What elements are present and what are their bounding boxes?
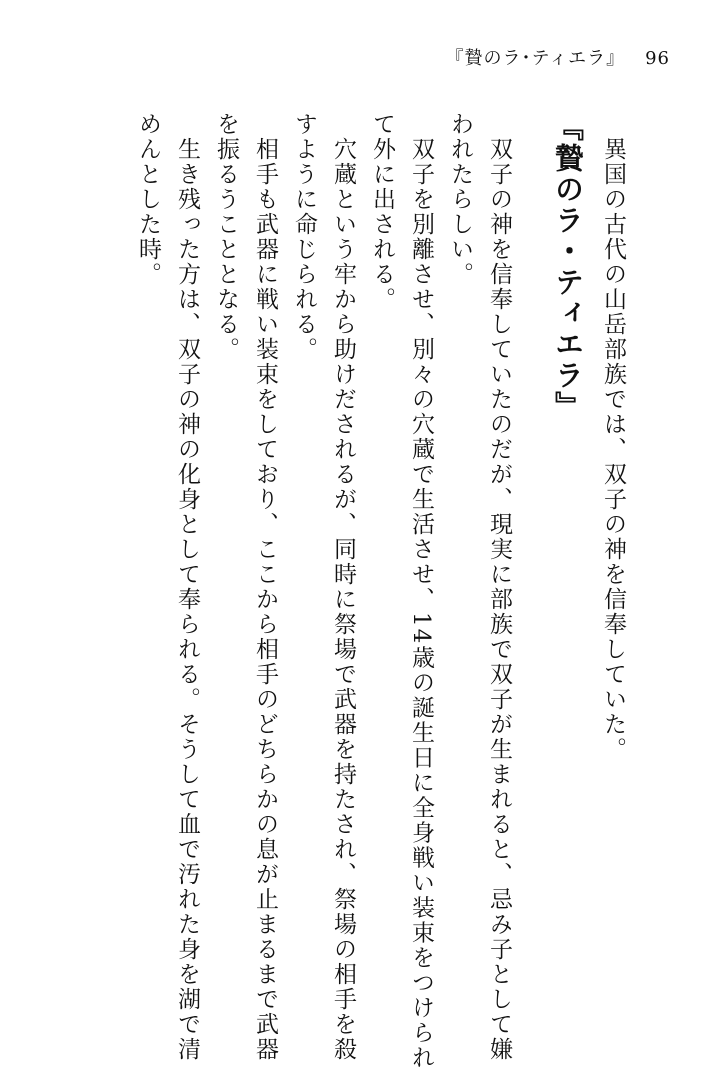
text-line: 相手も武器に戦い装束をしており、ここから相手のどちらかの息が止まるまで武器 xyxy=(252,112,278,1062)
running-header xyxy=(446,44,670,70)
vertical-body-text xyxy=(128,112,632,1070)
section-title: 『贄のラ・ティエラ』 xyxy=(551,112,585,422)
page-number: 96 xyxy=(645,48,670,69)
text-line: 双子の神を信奉していたのだが、現実に部族で双子が生まれると、忌み子として嫌 xyxy=(486,112,512,1062)
text-line: すように命じられる。 xyxy=(291,112,317,362)
text-line: われたらしい。 xyxy=(447,112,473,287)
text-line: 双子を別離させ、別々の穴蔵で生活させ、14歳の誕生日に全身戦い装束をつけられ xyxy=(408,112,434,1070)
text-line: 生き残った方は、双子の神の化身として奉られる。そうして血で汚れた身を湖で清 xyxy=(174,112,200,1062)
text-line: 異国の古代の山岳部族では、双子の神を信奉していた。 xyxy=(600,112,626,762)
text-line: めんとした時。 xyxy=(135,112,161,287)
running-title: 『贄のラ･ティエラ』 xyxy=(445,48,626,69)
text-line: て外に出される。 xyxy=(369,112,395,312)
text-line: 穴蔵という牢から助けだされるが、同時に祭場で武器を持たされ、祭場の相手を殺 xyxy=(330,112,356,1062)
text-line: を振るうこととなる。 xyxy=(213,112,239,362)
